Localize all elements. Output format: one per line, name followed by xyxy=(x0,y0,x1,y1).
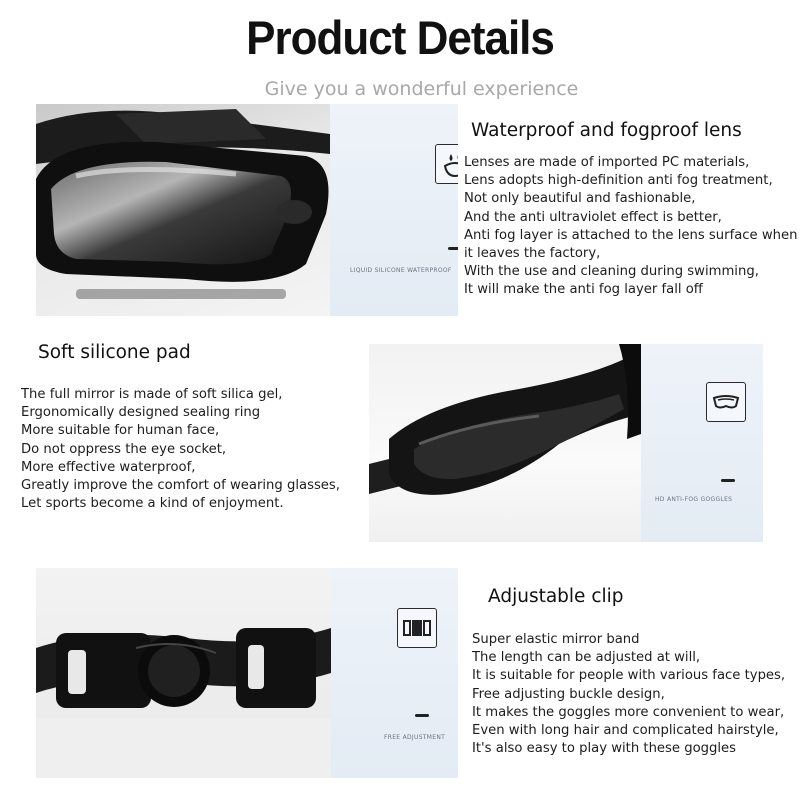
section-description xyxy=(464,154,797,300)
text-line: it leaves the factory, xyxy=(464,245,601,261)
text-line: It makes the goggles more convenient to wear, xyxy=(472,704,785,720)
card-caption: HD ANTI-FOG GOGGLES xyxy=(655,496,733,503)
section-heading: Waterproof and fogproof lens xyxy=(471,120,742,141)
text-line: Lens adopts high-definition anti fog treatment, xyxy=(464,173,773,189)
text-line: More effective waterproof, xyxy=(21,459,196,475)
text-line: With the use and cleaning during swimming, xyxy=(464,264,759,280)
text-line: The full mirror is made of soft silica gel, xyxy=(21,387,283,402)
card-divider xyxy=(721,479,735,482)
section-heading: Soft silicone pad xyxy=(38,342,191,363)
pad-photo xyxy=(369,344,641,542)
text-line: And the anti ultraviolet effect is better, xyxy=(464,209,722,225)
clip-feature-card xyxy=(331,568,458,778)
pad-product-panel xyxy=(369,344,763,542)
text-line: It is suitable for people with various face types, xyxy=(472,668,786,684)
text-line: It's also easy to play with these goggles xyxy=(472,741,737,757)
text-line: Even with long hair and complicated hairstyle, xyxy=(472,722,779,738)
section-description xyxy=(21,386,340,513)
text-line: Let sports become a kind of enjoyment. xyxy=(21,496,284,512)
card-divider xyxy=(415,714,429,717)
clip-photo xyxy=(36,568,331,778)
card-divider xyxy=(448,247,458,250)
text-line: Super elastic mirror band xyxy=(472,632,640,647)
lens-feature-card xyxy=(330,104,458,316)
section-heading: Adjustable clip xyxy=(488,586,624,607)
text-line: Anti fog layer is attached to the lens surface when xyxy=(464,227,798,243)
goggles-icon xyxy=(706,382,746,422)
lens-photo xyxy=(36,104,330,316)
text-line: Lenses are made of imported PC materials, xyxy=(464,155,750,170)
pad-feature-card xyxy=(641,344,763,542)
text-line: Not only beautiful and fashionable, xyxy=(464,191,696,207)
clip-product-panel xyxy=(36,568,458,778)
text-line: It will make the anti fog layer fall off xyxy=(464,282,703,298)
section-description xyxy=(472,631,785,758)
card-caption: LIQUID SILICONE WATERPROOF xyxy=(350,267,452,274)
water-drop-icon xyxy=(435,144,458,184)
lens-product-panel xyxy=(36,104,458,316)
card-caption: FREE ADJUSTMENT xyxy=(384,734,446,741)
text-line: More suitable for human face, xyxy=(21,423,220,439)
text-line: Greatly improve the comfort of wearing glasses, xyxy=(21,477,340,493)
text-line: The length can be adjusted at will, xyxy=(472,650,701,666)
text-line: Ergonomically designed sealing ring xyxy=(21,405,261,421)
page-subtitle: Give you a wonderful experience xyxy=(264,78,579,100)
text-line: Free adjusting buckle design, xyxy=(472,686,665,702)
text-line: Do not oppress the eye socket, xyxy=(21,441,227,457)
page-title: Product Details xyxy=(246,11,554,65)
clip-icon xyxy=(397,608,437,648)
